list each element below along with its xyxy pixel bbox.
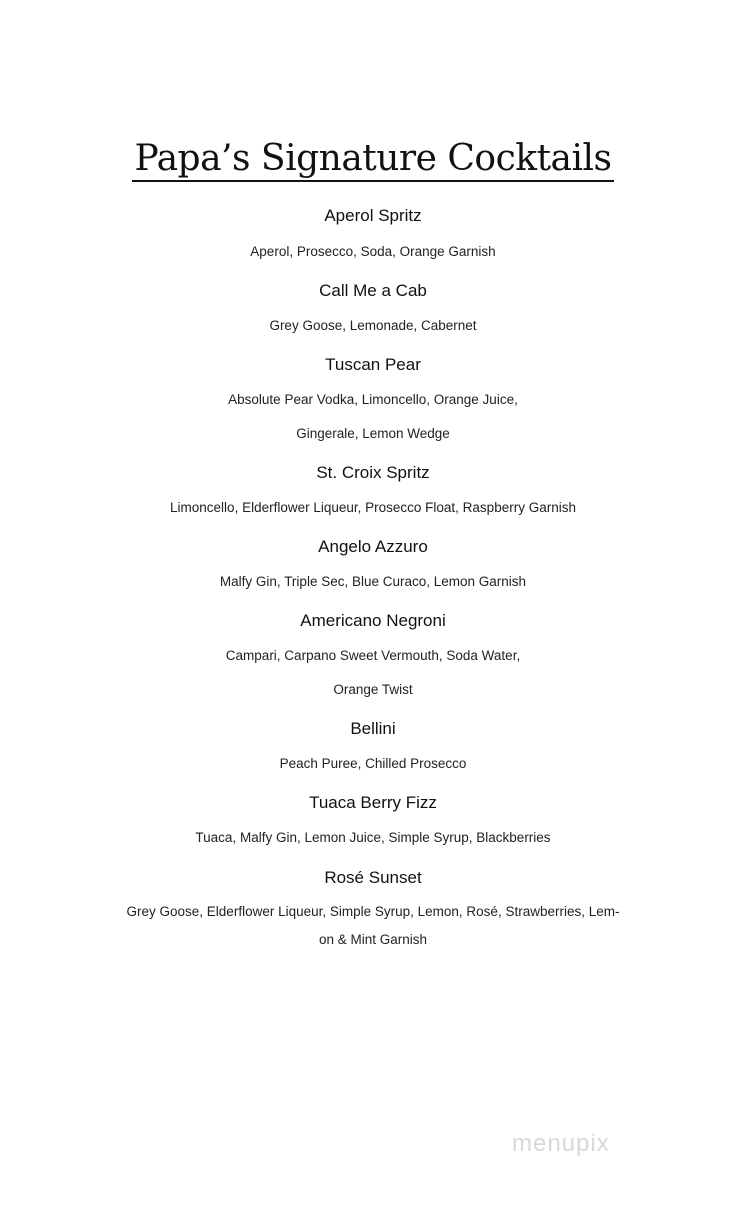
cocktail-ingredients: on & Mint Garnish — [318, 932, 428, 947]
cocktail-name: Angelo Azzuro — [318, 537, 428, 556]
cocktail-ingredients: Grey Goose, Lemonade, Cabernet — [269, 318, 477, 333]
watermark: menupix — [512, 1130, 610, 1157]
cocktail-name: Bellini — [350, 719, 396, 738]
menu-title: Papa’s Signature Cocktails — [0, 138, 746, 179]
cocktail-ingredients: Malfy Gin, Triple Sec, Blue Curaco, Lemon Garnish — [219, 574, 527, 589]
cocktail-ingredients: Campari, Carpano Sweet Vermouth, Soda Water, — [225, 648, 521, 663]
cocktail-ingredients: Tuaca, Malfy Gin, Lemon Juice, Simple Syrup, Blackberries — [195, 830, 551, 845]
cocktail-ingredients: Grey Goose, Elderflower Liqueur, Simple Syrup, Lemon, Rosé, Strawberries, Lem- — [126, 904, 620, 919]
cocktail-name: St. Croix Spritz — [316, 463, 430, 482]
cocktail-name: Tuaca Berry Fizz — [309, 793, 437, 812]
cocktail-ingredients: Absolute Pear Vodka, Limoncello, Orange Juice, — [228, 392, 518, 407]
cocktail-ingredients: Peach Puree, Chilled Prosecco — [279, 756, 467, 771]
cocktail-name: Rosé Sunset — [324, 868, 422, 887]
cocktail-ingredients: Aperol, Prosecco, Soda, Orange Garnish — [250, 244, 496, 259]
cocktail-ingredients: Orange Twist — [333, 682, 413, 697]
cocktail-name: Call Me a Cab — [319, 281, 427, 300]
cocktail-name: Aperol Spritz — [324, 206, 422, 225]
cocktail-name: Americano Negroni — [300, 611, 446, 630]
cocktail-ingredients: Limoncello, Elderflower Liqueur, Prosecco Float, Raspberry Garnish — [170, 500, 576, 515]
cocktail-ingredients: Gingerale, Lemon Wedge — [296, 426, 450, 441]
cocktail-name: Tuscan Pear — [325, 355, 421, 374]
